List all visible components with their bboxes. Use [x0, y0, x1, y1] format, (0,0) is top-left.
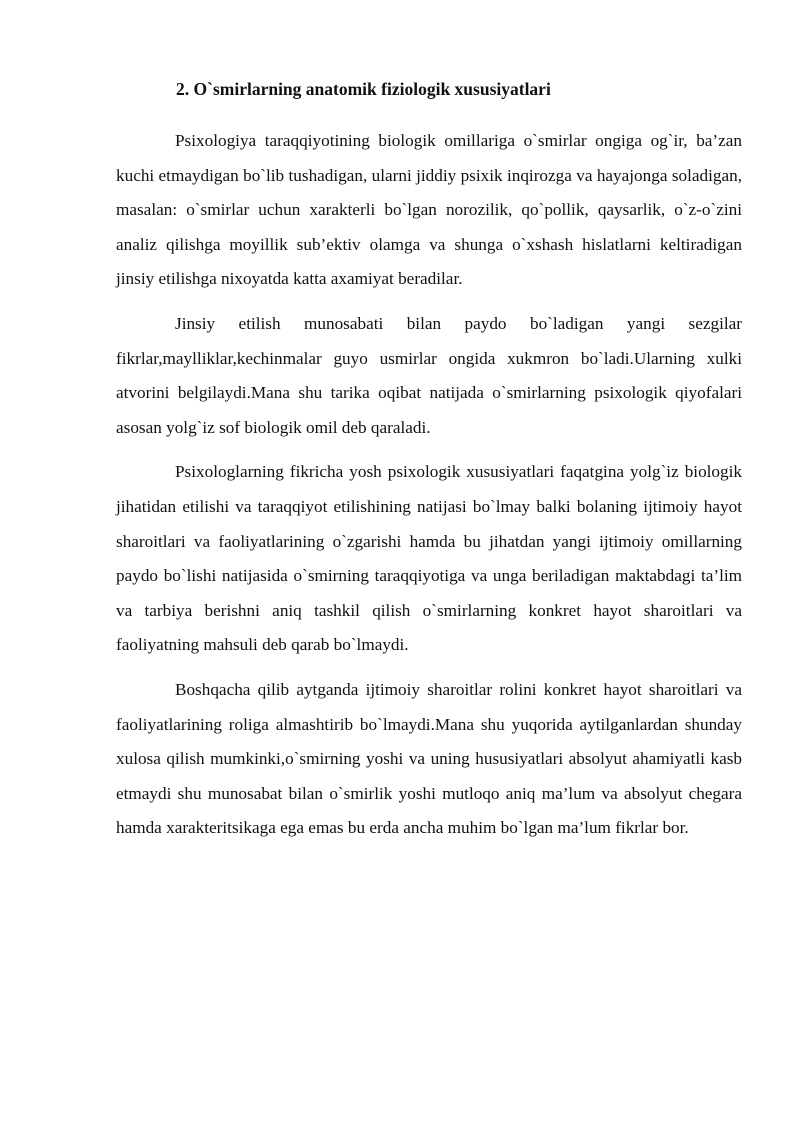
body-text — [116, 124, 742, 856]
paragraph-3: Psixologlarning fikricha yosh psixologik xususiyatlari faqatgina yolg`iz biologik jihatidan etilishi va taraqqiyot etilishining natijasi bo`lmay balki bolaning ijtimoiy hayot sharoitlari va faoliyatlarining o`zgarishi hamda bu jihatdan yangi ijtimoiy omillarning paydo bo`lishi natijasida o`smirning taraqqiyotiga va unga beriladigan maktabdagi ta’lim va tarbiya berishni aniq tashkil qilish o`smirlarning konkret hayot sharoitlari va faoliyatning mahsuli deb qarab bo`lmaydi. — [116, 462, 742, 655]
paragraph-1: Psixologiya taraqqiyotining biologik omillariga o`smirlar ongiga og`ir, ba’zan kuchi etmaydigan bo`lib tushadigan, ularni jiddiy psixik inqirozga va hayajonga soladigan, masalan: o`smirlar uchun xarakterli bo`lgan norozilik, qo`pollik, qaysarlik, o`z-o`zini analiz qilishga moyillik sub’ektiv olamga va shunga o`xshash hislatlarni keltiradigan jinsiy etilishga nixoyatda katta axamiyat beradilar. — [116, 131, 742, 289]
paragraph-2: Jinsiy etilish munosabati bilan paydo bo`ladigan yangi sezgilar fikrlar,maylliklar,kechinmalar guyo usmirlar ongida xukmron bo`ladi.Ularning xulki atvorini belgilaydi.Mana shu tarika oqibat natijada o`smirlarning psixologik qiyofalari asosan yolg`iz sof biologik omil deb qaraladi. — [116, 313, 742, 437]
section-heading: 2. O`smirlarning anatomik fiziologik xususiyatlari — [176, 79, 551, 99]
paragraph-4: Boshqacha qilib aytganda ijtimoiy sharoitlar rolini konkret hayot sharoitlari va faoliyatlarining roliga almashtirib bo`lmaydi.Mana shu yuqorida aytilganlardan shunday xulosa qilish mumkinki,o`smirning yoshi va uning hususiyatlari absolyut ahamiyatli kasb etmaydi shu munosabat bilan o`smirlik yoshi mutloqo aniq ma’lum va absolyut chegara hamda xarakteritsikaga ega emas bu erda ancha muhim bo`lgan ma’lum fikrlar bor. — [116, 679, 742, 838]
